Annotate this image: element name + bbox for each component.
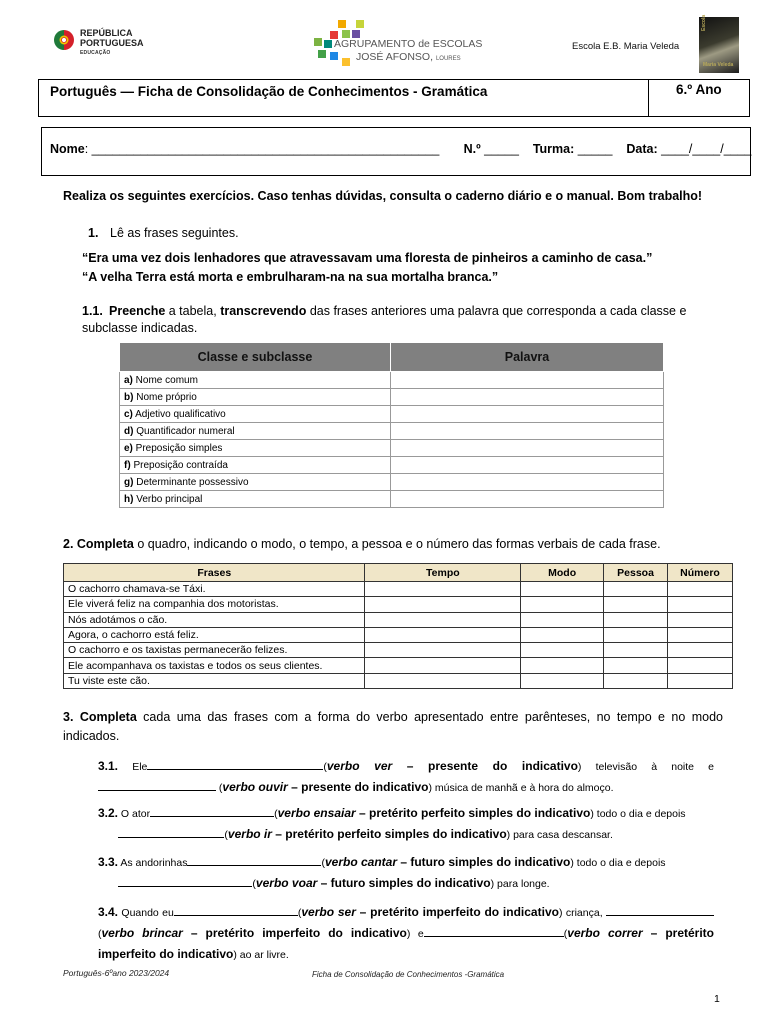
class-word-table [119, 342, 664, 508]
footer-center: Ficha de Consolidação de Conhecimentos -Gramática [312, 970, 505, 979]
republica-portuguesa-logo [52, 28, 152, 62]
agrupamento-line1: AGRUPAMENTO de ESCOLAS [334, 38, 483, 50]
exercise3-3: 3.3. As andorinhas (verbo cantar – futuro simples do indicativo) todo o dia e depois (verbo voar – futuro simples do indicativo) para longe. [98, 855, 666, 890]
table1-header-class: Classe e subclasse [120, 343, 391, 372]
table-row: O cachorro chamava-se Táxi. [64, 582, 733, 597]
exercise3-instructions: 3. Completa cada uma das frases com a forma do verbo apresentado entre parênteses, no tempo e no modo indicados. [63, 710, 723, 743]
page-title: Português — Ficha de Consolidação de Conhecimentos - Gramática [50, 84, 488, 99]
answer-cell[interactable] [391, 372, 664, 389]
table-row: Agora, o cachorro está feliz. [64, 627, 733, 642]
table2-header-modo: Modo [521, 564, 604, 582]
grade-label: 6.º Ano [676, 82, 722, 97]
answer-blank[interactable] [150, 804, 274, 817]
exercise1-1-number: 1.1. [82, 304, 103, 318]
table-row: b) Nome próprio [120, 389, 664, 406]
photo-text-name: Maria Veleda [703, 62, 734, 68]
table-row: a) Nome comum [120, 372, 664, 389]
table-row: g) Determinante possessivo [120, 474, 664, 491]
verb-forms-table [63, 563, 733, 689]
title-divider [648, 79, 649, 117]
answer-blank[interactable] [118, 825, 224, 838]
number-label: N.º [463, 142, 481, 156]
table-row: Ele acompanhava os taxistas e todos os seus clientes. [64, 658, 733, 673]
page-number: 1 [714, 993, 720, 1005]
answer-blank[interactable] [98, 778, 216, 791]
number-field[interactable]: _____ [480, 142, 519, 156]
table-row: e) Preposição simples [120, 440, 664, 457]
table-row: d) Quantificador numeral [120, 423, 664, 440]
republica-sub: EDUCAÇÃO [80, 50, 111, 56]
answer-cell[interactable] [391, 389, 664, 406]
class-label: Turma: [532, 142, 575, 156]
exercise1-text: Lê as frases seguintes. [110, 226, 239, 240]
agrupamento-line2: JOSÉ AFONSO, LOURES [356, 51, 461, 63]
table-row: Tu viste este cão. [64, 673, 733, 688]
table2-header-tempo: Tempo [365, 564, 521, 582]
table-row: O cachorro e os taxistas permanecerão felizes. [64, 643, 733, 658]
answer-blank[interactable] [174, 903, 298, 916]
student-info-row [50, 142, 752, 156]
answer-cell[interactable] [391, 440, 664, 457]
table-row: Nós adotámos o cão. [64, 612, 733, 627]
instructions: Realiza os seguintes exercícios. Caso tenhas dúvidas, consulta o caderno diário e o manual. Bom trabalho! [63, 189, 703, 203]
republica-line1: REPÚBLICA [80, 28, 133, 38]
table-row: Ele viverá feliz na companhia dos motoristas. [64, 597, 733, 612]
exercise1-1-instructions: 1.1. Preenche a tabela, transcrevendo das frases anteriores uma palavra que corresponda a cada classe e subclasse indicadas. [82, 304, 687, 335]
answer-blank[interactable] [118, 874, 252, 887]
quote-2: “A velha Terra está morta e embrulharam-na na sua mortalha branca.” [82, 270, 499, 284]
footer-left: Português-6ºano 2023/2024 [63, 968, 170, 978]
table-row: h) Verbo principal [120, 491, 664, 508]
exercise1-number: 1. [88, 226, 99, 240]
exercise3-4: 3.4. Quando eu (verbo ser – pretérito imperfeito do indicativo) criança, (verbo brincar – pretérito imperfeito do indicativo) e (verbo correr – pretérito imperfeito do indicativo) ao ar livre. [98, 905, 714, 961]
answer-cell[interactable] [391, 423, 664, 440]
school-name: Escola E.B. Maria Veleda [572, 41, 680, 52]
republica-line2: PORTUGUESA [80, 38, 144, 48]
name-field[interactable]: : __________________________________________________ [84, 142, 440, 156]
table-row: f) Preposição contraída [120, 457, 664, 474]
table1-header-word: Palavra [391, 343, 664, 372]
class-field[interactable]: _____ [574, 142, 613, 156]
answer-blank[interactable] [187, 853, 321, 866]
table2-header-frases: Frases [64, 564, 365, 582]
exercise1-heading [88, 226, 239, 240]
quote-1: “Era uma vez dois lenhadores que atravessavam uma floresta de pinheiros a caminho de casa.” [82, 251, 653, 265]
photo-text-top: Escola [701, 14, 707, 31]
table2-header-numero: Número [668, 564, 733, 582]
date-field[interactable]: ____/____/____ [657, 142, 752, 156]
answer-blank[interactable] [606, 903, 714, 916]
answer-blank[interactable] [147, 757, 323, 770]
table2-header-pessoa: Pessoa [604, 564, 668, 582]
answer-cell[interactable] [391, 491, 664, 508]
flag-emblem-icon [52, 28, 76, 52]
answer-blank[interactable] [424, 924, 564, 937]
table-row: c) Adjetivo qualificativo [120, 406, 664, 423]
maria-veleda-photo [699, 14, 739, 73]
answer-cell[interactable] [391, 406, 664, 423]
agrupamento-logo [312, 18, 483, 70]
answer-cell[interactable] [391, 457, 664, 474]
exercise3-2: 3.2. O ator (verbo ensaiar – pretérito perfeito simples do indicativo) todo o dia e depois (verbo ir – pretérito perfeito simples do indicativo) para casa descansar. [98, 806, 686, 841]
name-label: Nome [50, 142, 85, 156]
date-label: Data: [626, 142, 658, 156]
exercise2-instructions: 2. Completa o quadro, indicando o modo, o tempo, a pessoa e o número das formas verbais de cada frase. [63, 537, 661, 551]
exercise3-1: 3.1. Ele (verbo ver – presente do indicativo) televisão à noite e (verbo ouvir – presente do indicativo) música de manhã e à hora do almoço. [98, 759, 715, 794]
answer-cell[interactable] [391, 474, 664, 491]
